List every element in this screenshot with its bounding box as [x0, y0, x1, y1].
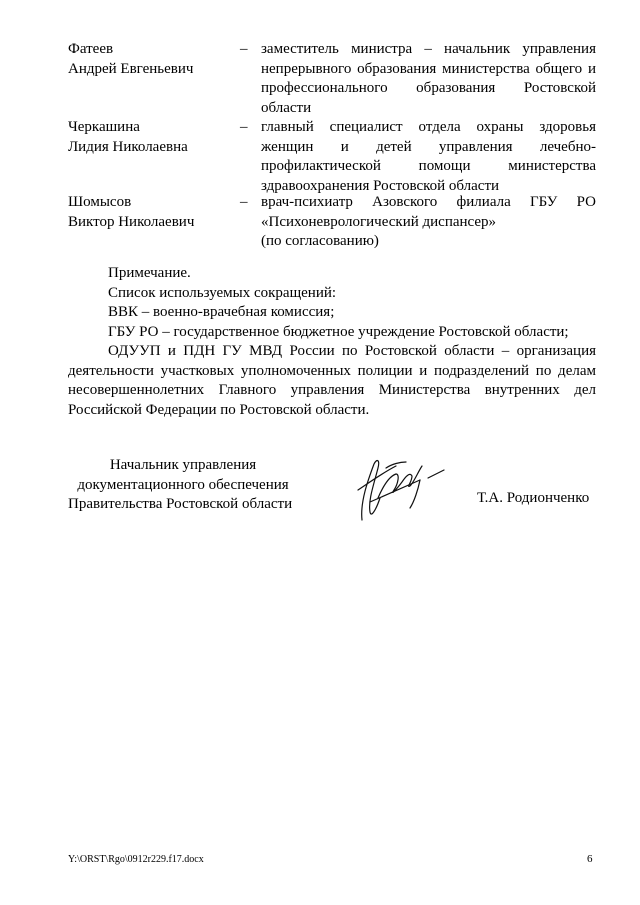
position-line: врач-психиатр Азовского филиала ГБУ РО — [261, 194, 596, 210]
member-position — [261, 118, 596, 196]
dash-separator: – — [240, 119, 248, 135]
member-given-name: Лидия Николаевна — [68, 138, 188, 155]
page-number: 6 — [587, 853, 593, 865]
signatory-title-line: Начальник управления — [109, 457, 257, 473]
position-line: здравоохранения Ростовской области — [261, 177, 500, 194]
abbreviation-oduup-cont: деятельности участковых уполномоченных полиции и подразделений по делам — [68, 362, 596, 379]
member-position — [261, 193, 596, 252]
signatory-name: Т.А. Родионченко — [477, 490, 590, 506]
abbreviation-oduup: ОДУУП и ПДН ГУ МВД России по Ростовской области – организация — [108, 343, 596, 359]
member-position — [261, 40, 596, 118]
member-name — [68, 193, 233, 232]
note-heading: Примечание. — [108, 265, 191, 281]
position-line: «Психоневрологический диспансер» — [261, 213, 497, 230]
signatory-title-line: документационного обеспечения — [77, 476, 289, 493]
position-line: профилактической помощи министерства — [261, 158, 596, 174]
member-given-name: Андрей Евгеньевич — [68, 60, 194, 77]
signatory-title-line: Правительства Ростовской области — [68, 496, 293, 512]
file-path: Y:\ORST\Rgo\0912r229.f17.docx — [68, 854, 204, 865]
abbreviation-gbu: ГБУ РО – государственное бюджетное учреждение Ростовской области; — [108, 323, 569, 340]
member-given-name: Виктор Николаевич — [68, 213, 195, 230]
abbreviation-vvk: ВВК – военно-врачебная комиссия; — [108, 304, 335, 320]
member-name — [68, 40, 233, 79]
member-name — [68, 118, 233, 157]
position-line: профессионального образования Ростовской — [261, 80, 596, 96]
position-line: непрерывного образования министерства общего и — [261, 60, 596, 77]
signatory-title — [68, 456, 298, 515]
member-surname: Фатеев — [68, 41, 114, 57]
dash-separator: – — [240, 41, 248, 57]
abbreviations-intro: Список используемых сокращений: — [108, 284, 337, 301]
position-line: области — [261, 99, 312, 116]
dash-separator: – — [240, 194, 248, 210]
abbreviation-oduup-cont: несовершеннолетних Главного управления Министерства внутренних дел — [68, 382, 596, 398]
position-line: (по согласованию) — [261, 233, 379, 249]
member-surname: Шомысов — [68, 194, 132, 210]
member-surname: Черкашина — [68, 119, 140, 135]
abbreviations-note — [68, 264, 596, 420]
position-line: главный специалист отдела охраны здоровья — [261, 119, 596, 135]
position-line: женщин и детей управления лечебно- — [261, 138, 596, 155]
abbreviation-oduup-cont: Российской Федерации по Ростовской области. — [68, 401, 370, 418]
position-line: заместитель министра – начальник управления — [261, 41, 596, 57]
handwritten-signature — [340, 450, 455, 530]
